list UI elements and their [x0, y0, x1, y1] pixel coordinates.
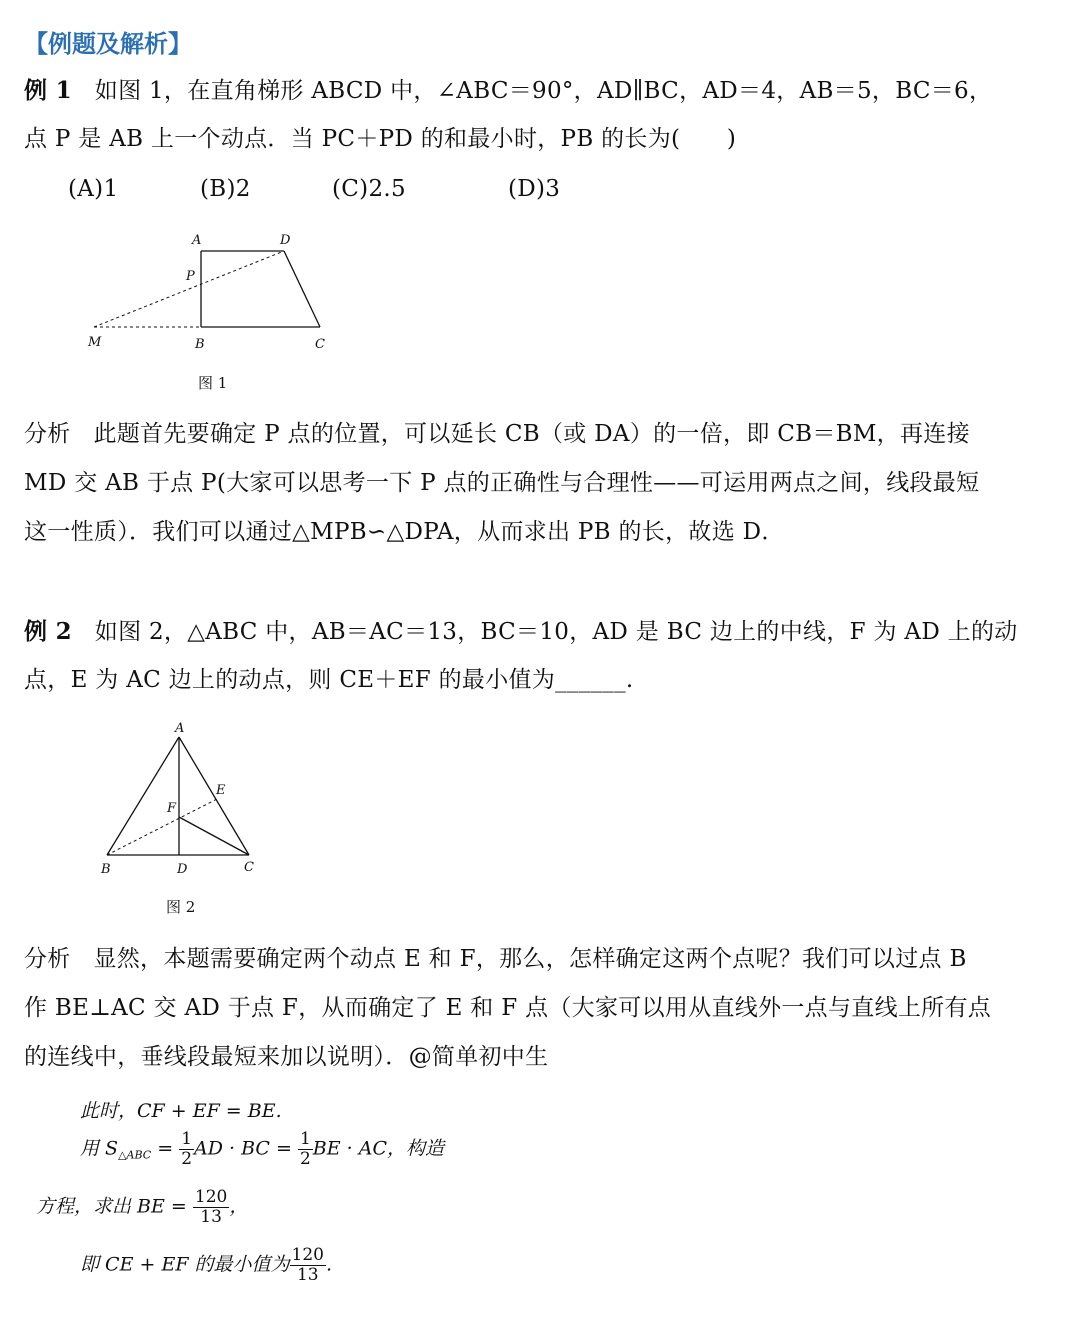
analysis2-line2: 作 BE⊥AC 交 AD 于点 F，从而确定了 E 和 F 点（大家可以用从直线外一点与直线上所有点 [24, 995, 992, 1021]
analysis2-label: 分析 [24, 946, 71, 972]
figure2-label-f: F [167, 801, 177, 816]
solution-area-symbol: 用 S [80, 1137, 119, 1160]
solution-line3 [36, 1188, 248, 1227]
solution-line4 [80, 1246, 332, 1285]
figure1-segment-md [94, 251, 284, 327]
solution-be-label: 方程，求出 BE = [36, 1195, 187, 1218]
example1-label: 例 1 [24, 77, 72, 104]
figure2-label-d: D [177, 862, 188, 877]
analysis2-line3: 的连线中，垂线段最短来加以说明）．@简单初中生 [24, 1044, 549, 1070]
figure1-side-dc [284, 251, 320, 327]
analysis1-line2: MD 交 AB 于点 P(大家可以思考一下 P 点的正确性与合理性——可运用两点之间，线段最短 [24, 470, 980, 496]
solution-period: . [326, 1253, 333, 1276]
solution-be-ac: BE · AC，构造 [312, 1137, 444, 1160]
figure1-label-b: B [195, 337, 205, 352]
figure1-label-a: A [192, 233, 202, 248]
figure1-caption: 图 1 [198, 374, 228, 392]
example2-line1 [24, 607, 1018, 657]
figure2-label-e: E [216, 783, 226, 798]
solution-comma: ， [229, 1195, 249, 1218]
solution-half-fraction-1: $\frac{1}{2}$ [181, 1129, 193, 1169]
solution-half-fraction-2: $\frac{1}{2}$ [299, 1129, 311, 1169]
figure2-side-ab [107, 737, 179, 855]
figure1-label-d: D [280, 233, 291, 248]
figure2-label-b: B [101, 862, 111, 877]
figure2-segment-fc [179, 817, 249, 855]
figure1-label-m: M [88, 335, 102, 350]
analysis1-line1 [24, 410, 970, 459]
example1-option-c: (C)2.5 [332, 176, 406, 202]
analysis2-line1 [24, 935, 967, 984]
solution-line2 [80, 1130, 444, 1169]
example2-line2: 点，E 为 AC 边上的动点，则 CE＋EF 的最小值为______. [24, 667, 634, 693]
figure1-diagram [80, 225, 350, 365]
example1-option-b: (B)2 [200, 176, 251, 202]
solution-be-fraction: $\frac{120}{13}$ [194, 1187, 228, 1227]
analysis1-label: 分析 [24, 421, 71, 447]
example1-option-a: (A)1 [68, 176, 119, 202]
figure2-label-c: C [244, 860, 254, 875]
example1-option-d: (D)3 [508, 176, 561, 202]
solution-min-label: 即 CE + EF 的最小值为 [80, 1253, 290, 1276]
example2-label: 例 2 [24, 618, 72, 645]
analysis1-line3: 这一性质）．我们可以通过△MPB∽△DPA，从而求出 PB 的长，故选 D． [24, 519, 785, 545]
solution-area-subscript: △ABC [118, 1148, 152, 1162]
analysis2-text-1: 显然，本题需要确定两个动点 E 和 F，那么，怎样确定这两个点呢？我们可以过点 B [93, 946, 967, 972]
section-title: 【例题及解析】 [24, 30, 192, 58]
figure2-side-ac [179, 737, 249, 855]
example2-text-1: 如图 2，△ABC 中，AB＝AC＝13，BC＝10，AD 是 BC 边上的中线，F 为 AD 上的动 [94, 619, 1018, 645]
solution-equals: = [157, 1137, 174, 1160]
solution-min-fraction: $\frac{120}{13}$ [291, 1245, 324, 1285]
figure1-label-c: C [315, 337, 325, 352]
example1-line1 [24, 66, 992, 116]
figure1-label-p: P [186, 269, 195, 284]
figure2-diagram [90, 715, 280, 885]
figure2-label-a: A [175, 721, 185, 736]
solution-line1: 此时，CF + EF = BE. [80, 1100, 282, 1122]
figure2-caption: 图 2 [166, 898, 196, 916]
example1-line2: 点 P 是 AB 上一个动点．当 PC＋PD 的和最小时，PB 的长为( ) [24, 126, 737, 152]
solution-ad-bc: AD · BC = [194, 1137, 292, 1160]
analysis1-text-1: 此题首先要确定 P 点的位置，可以延长 CB（或 DA）的一倍，即 CB＝BM，再连接 [93, 421, 970, 447]
example1-text-1: 如图 1，在直角梯形 ABCD 中，∠ABC＝90°，AD∥BC，AD＝4，AB＝5，BC＝6， [94, 78, 993, 104]
